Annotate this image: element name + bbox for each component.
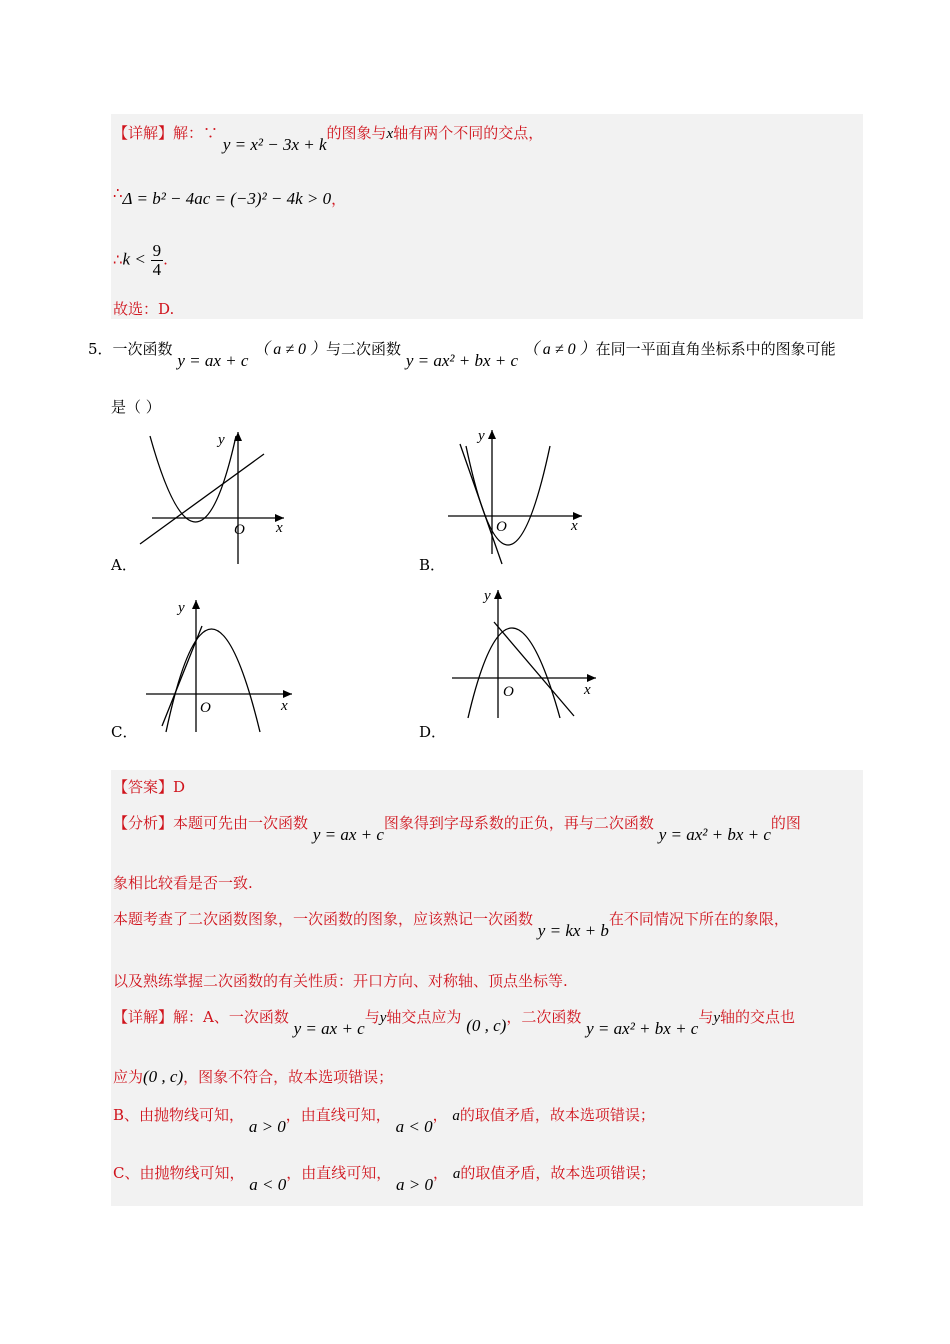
graph-a (138, 428, 298, 568)
q5-text-a: 一次函数 (112, 340, 173, 358)
graph-c-x-label: x (281, 698, 288, 714)
because-symbol: ∵ (203, 124, 219, 142)
graph-b (444, 424, 604, 574)
graph-c (140, 596, 300, 736)
detail-eq-1: y = ax + c (293, 1019, 365, 1038)
graph-b-y-label: y (478, 428, 485, 444)
c-cond-1: a < 0 (249, 1175, 287, 1194)
detail-line-1 (113, 1006, 796, 1038)
analysis-tag: 【分析】 (113, 814, 174, 832)
q4-line-2 (113, 184, 347, 209)
q5-quadratic-eq: y = ax² + bx + c (405, 351, 519, 370)
c-text-1: C、由抛物线可知， (113, 1164, 245, 1182)
question-number: 5． (88, 340, 113, 358)
graph-b-line (460, 444, 502, 564)
graph-d (448, 584, 608, 734)
answer-value: D (173, 778, 186, 796)
b-text-4: 的取值矛盾，故本选项错误； (459, 1106, 655, 1124)
q5-linear-eq: y = ax + c (177, 351, 249, 370)
b-cond-1: a > 0 (248, 1117, 286, 1136)
detail-text-a8: ，图象不符合，故本选项错误； (183, 1068, 394, 1086)
detail-line-c (113, 1162, 656, 1194)
graph-d-x-label: x (584, 682, 591, 698)
q5-condition-1: （ a ≠ 0 ） (253, 341, 327, 358)
analysis-line-2: 象相比较看是否一致. (113, 874, 253, 892)
a-var-2: a (452, 1166, 461, 1182)
q5-condition-2: （ a ≠ 0 ） (522, 341, 596, 358)
fraction-denominator: 4 (152, 260, 162, 279)
analysis-line-4: 以及熟练掌握二次函数的有关性质：开口方向、对称轴、顶点坐标等. (113, 972, 568, 990)
detail-jie: 解： (173, 124, 204, 142)
detail-text-a6: 轴的交点也 (720, 1008, 796, 1026)
solution-box (111, 770, 863, 1206)
q4-answer: 故选：D. (113, 300, 175, 318)
eq2-end: ， (331, 190, 347, 208)
graph-a-line (140, 454, 264, 544)
analysis-eq-2: y = ax² + bx + c (658, 825, 771, 844)
c-cond-2: a > 0 (396, 1175, 434, 1194)
option-c-label: C． (111, 723, 138, 741)
q4-line-1 (113, 122, 544, 154)
graph-c-y-label: y (178, 600, 185, 616)
q5-text-b: 与二次函数 (326, 340, 402, 358)
detail-text-a2: 与 (364, 1008, 380, 1026)
b-cond-2: a < 0 (395, 1117, 433, 1136)
graph-c-y-arrow (192, 600, 200, 609)
q4-detail-box (111, 114, 863, 319)
detail-eq-2: y = ax² + bx + c (586, 1019, 699, 1038)
option-a-label: A． (111, 556, 137, 574)
graph-a-origin: O (234, 522, 245, 538)
answer-tag: 【答案】 (113, 778, 174, 796)
q4-line-3 (113, 242, 168, 279)
b-text-2: ，由直线可知， (285, 1106, 391, 1124)
graph-b-y-arrow (488, 430, 496, 439)
b-text-1: B、由抛物线可知， (113, 1106, 245, 1124)
q4-text-1b: 轴有两个不同的交点， (393, 124, 544, 142)
graph-a-parabola (150, 436, 236, 522)
analysis-text-3b: 在不同情况下所在的象限， (608, 910, 789, 928)
equation-3-k: k < (122, 249, 146, 269)
detail-point: (0 , c) (466, 1016, 507, 1035)
q5-line-1 (88, 336, 836, 370)
option-b-label: B． (419, 556, 446, 574)
x-var: x (386, 126, 394, 142)
option-d-label: D． (419, 723, 447, 741)
graph-d-origin: O (503, 684, 514, 700)
detail-text-a3: 轴交点应为 (386, 1008, 462, 1026)
y-var: y (379, 1010, 387, 1026)
q5-text-c: 在同一平面直角坐标系中的图象可能 (595, 340, 836, 358)
q5-text-d: 是（ ） (111, 398, 161, 416)
detail-point-2: (0 , c) (143, 1067, 184, 1086)
analysis-eq-1: y = ax + c (312, 825, 384, 844)
analysis-text-1c: 的图 (770, 814, 801, 832)
answer-line (113, 776, 185, 797)
detail-text-a1: 解：A、一次函数 (173, 1008, 289, 1026)
graph-d-y-arrow (494, 590, 502, 599)
q4-text-1: 的图象与 (326, 124, 387, 142)
analysis-text-1a: 本题可先由一次函数 (173, 814, 309, 832)
graph-d-line (494, 622, 574, 716)
graph-d-parabola (468, 628, 560, 718)
detail-tag: 【详解】 (113, 124, 174, 142)
equation-2: Δ = b² − 4ac = (−3)² − 4k > 0 (122, 189, 332, 208)
therefore-symbol: ∴ (113, 184, 123, 202)
detail-line-b (113, 1104, 655, 1136)
graph-b-x-label: x (571, 518, 578, 534)
graph-a-x-label: x (276, 520, 283, 536)
y-var-2: y (713, 1010, 721, 1026)
c-text-4: 的取值矛盾，故本选项错误； (460, 1164, 656, 1182)
graph-d-y-label: y (484, 588, 491, 604)
graph-c-x-arrow (283, 690, 292, 698)
graph-d-x-arrow (587, 674, 596, 682)
graph-b-origin: O (496, 519, 507, 535)
c-text-2: ，由直线可知， (286, 1164, 392, 1182)
detail-text-a7: 应为 (113, 1068, 144, 1086)
detail-line-2 (113, 1066, 393, 1087)
a-var: a (452, 1108, 460, 1124)
eq3-end: . (163, 250, 168, 269)
analysis-text-1b: 图象得到字母系数的正负，再与二次函数 (383, 814, 654, 832)
solution-detail-tag: 【详解】 (113, 1008, 174, 1026)
analysis-line-3 (113, 908, 789, 940)
fraction-numerator: 9 (152, 241, 162, 260)
graph-a-y-label: y (218, 432, 225, 448)
analysis-eq-3: y = kx + b (537, 921, 609, 940)
detail-text-a4: ，二次函数 (506, 1008, 582, 1026)
equation-1: y = x² − 3x + k (222, 135, 327, 154)
b-text-3: ， (432, 1106, 448, 1124)
detail-text-a5: 与 (698, 1008, 714, 1026)
analysis-text-3a: 本题考查了二次函数图象，一次函数的图象，应该熟记一次函数 (113, 910, 534, 928)
analysis-line-1 (113, 812, 801, 844)
c-text-3: ， (433, 1164, 449, 1182)
graph-c-origin: O (200, 700, 211, 716)
fraction (151, 242, 164, 279)
therefore-symbol-2: ∴ (113, 250, 123, 269)
